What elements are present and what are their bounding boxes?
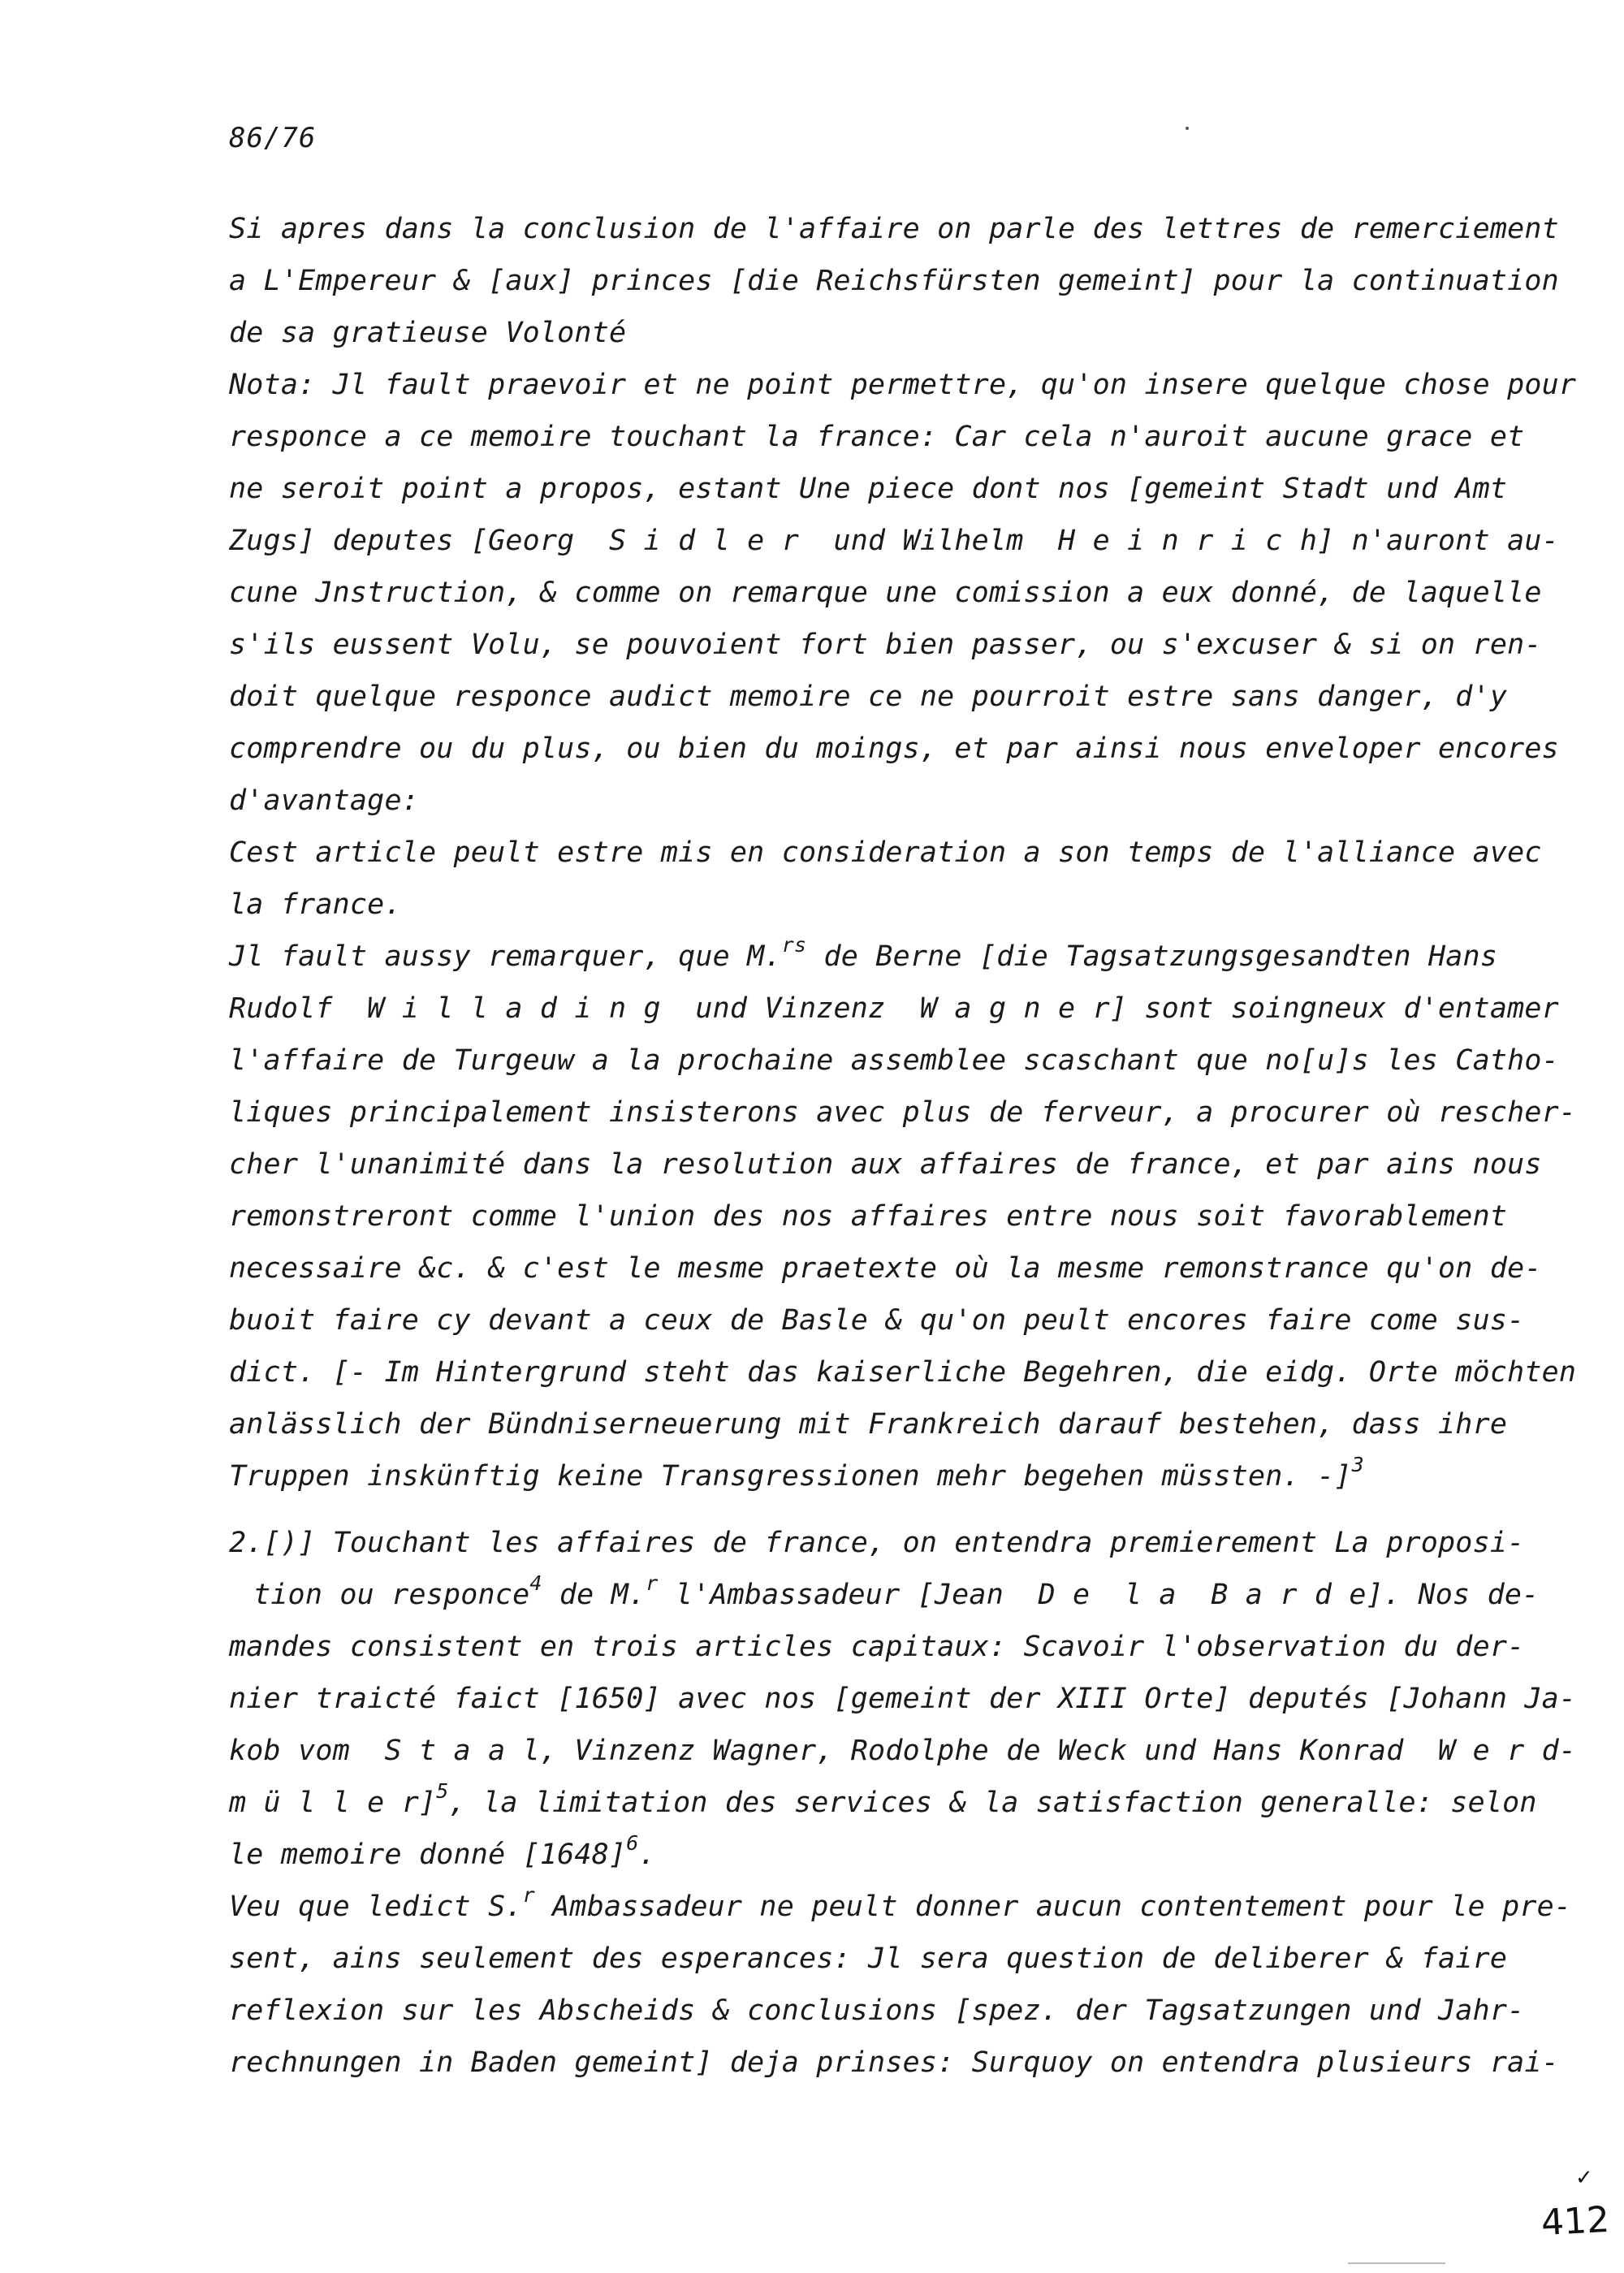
page-number: 86/76: [229, 122, 317, 154]
text-line: [229, 729, 1559, 781]
text-line: [229, 521, 1559, 573]
line-text: l'Ambassadeur [Jean D e l a B a r d e]. Nos de-: [658, 1579, 1540, 1611]
line-text: Si apres dans la conclusion de l'affaire on parle des lettres de remerciement: [229, 213, 1559, 245]
line-text: responce a ce memoire touchant la france: Car cela n'auroit aucune grace et: [229, 421, 1525, 453]
line-text: de sa gratieuse Volonté: [229, 317, 627, 349]
line-text: le memoire donné [1648]: [229, 1839, 627, 1871]
check-mark: ✓: [1575, 2166, 1593, 2190]
text-line: [229, 1779, 1537, 1835]
line-text: , la limitation des services & la satisfaction generalle: selon: [448, 1787, 1537, 1819]
text-line: [229, 365, 1577, 417]
line-text: Jl fault aussy remarquer, que M.: [229, 940, 782, 973]
text-line: [229, 1571, 1540, 1627]
line-text: la france.: [229, 888, 402, 921]
text-line: [229, 1093, 1577, 1145]
text-line: [229, 1627, 1528, 1679]
line-text: rechnungen in Baden gemeint] deja prinses: Surquoy on entendra plusieurs rai-: [229, 2046, 1559, 2079]
line-text: cune Jnstruction, & comme on remarque une comission a eux donné, de laquelle: [229, 577, 1542, 609]
footnote-marker: r: [646, 1571, 659, 1596]
line-text: d'avantage:: [229, 784, 419, 817]
text-line: [229, 781, 1528, 833]
body-text: [229, 210, 1577, 2095]
line-text: remonstreront comme l'union des nos affaires entre nous soit favorablement: [229, 1200, 1508, 1233]
line-text: Ambassadeur ne peult donner aucun contentement pour le pre-: [534, 1891, 1572, 1923]
text-line: [229, 1145, 1542, 1197]
line-text: Veu que ledict S.: [229, 1891, 523, 1923]
text-line: [229, 885, 1528, 937]
line-text: l'affaire de Turgeuw a la prochaine assemblee scaschant que no[u]s les Catho-: [229, 1044, 1559, 1077]
text-line: [229, 469, 1528, 521]
line-text: s'ils eussent Volu, se pouvoient fort bien passer, ou s'excuser & si on ren-: [229, 629, 1542, 661]
text-line: [229, 933, 1528, 989]
text-line: [229, 417, 1528, 469]
line-text: ne seroit point a propos, estant Une piece dont nos [gemeint Stadt und Amt: [229, 473, 1508, 505]
text-line: [229, 1939, 1528, 1991]
text-line: [229, 1679, 1577, 1731]
footnote-marker: 6: [626, 1831, 639, 1856]
line-text: de M.: [542, 1579, 646, 1611]
footnote-marker: rs: [781, 933, 807, 957]
text-line: [229, 833, 1542, 885]
text-line: [229, 677, 1528, 729]
text-line: [229, 989, 1559, 1041]
folio-number: 412: [1540, 2198, 1611, 2245]
text-line: [229, 1405, 1528, 1457]
line-text: Truppen inskünftig keine Transgressionen mehr begehen müssten. -]: [229, 1460, 1352, 1493]
speck-mark: [1186, 127, 1189, 130]
line-text: a L'Empereur & [aux] princes [die Reichsfürsten gemeint] pour la continuation: [229, 265, 1559, 297]
footnote-marker: 3: [1351, 1453, 1364, 1477]
line-text: anlässlich der Bündniserneuerung mit Frankreich darauf bestehen, dass ihre: [229, 1408, 1508, 1441]
line-text: buoit faire cy devant a ceux de Basle & qu'on peult encores faire come sus-: [229, 1304, 1525, 1337]
line-text: 2.[)] Touchant les affaires de france, on entendra premierement La proposi-: [229, 1527, 1525, 1559]
line-text: kob vom S t a a l, Vinzenz Wagner, Rodolphe de Weck und Hans Konrad W e r d-: [229, 1735, 1577, 1767]
footnote-marker: 4: [529, 1571, 542, 1596]
bottom-rule: [1348, 2262, 1445, 2264]
line-text: liques principalement insisterons avec plus de ferveur, a procurer où rescher-: [229, 1096, 1577, 1129]
line-text: reflexion sur les Abscheids & conclusions [spez. der Tagsatzungen und Jahr-: [229, 1994, 1525, 2027]
line-text: Cest article peult estre mis en consideration a son temps de l'alliance avec: [229, 836, 1542, 869]
text-line: [229, 625, 1542, 677]
line-text: de Berne [die Tagsatzungsgesandten Hans: [806, 940, 1498, 973]
line-text: cher l'unanimité dans la resolution aux affaires de france, et par ains nous: [229, 1148, 1542, 1181]
text-line: [229, 261, 1559, 313]
line-text: comprendre ou du plus, ou bien du moings, et par ainsi nous enveloper encores: [229, 732, 1559, 765]
text-line: [229, 1301, 1528, 1353]
text-line: [229, 210, 1559, 261]
text-line: [229, 1249, 1542, 1301]
line-text: m ü l l e r]: [229, 1787, 437, 1819]
text-line: [229, 1991, 1528, 2043]
line-text: Zugs] deputes [Georg S i d l e r und Wilhelm H e i n r i c h] n'auront au-: [229, 525, 1559, 557]
text-line: [229, 1883, 1572, 1939]
line-text: doit quelque responce audict memoire ce ne pourroit estre sans danger, d'y: [229, 681, 1508, 713]
line-text: necessaire &c. & c'est le mesme praetexte où la mesme remonstrance qu'on de-: [229, 1252, 1542, 1285]
line-text: mandes consistent en trois articles capitaux: Scavoir l'observation du der-: [229, 1631, 1525, 1663]
line-text: Nota: Jl fault praevoir et ne point permettre, qu'on insere quelque chose pour: [229, 369, 1577, 401]
text-line: [229, 1197, 1528, 1249]
text-line: [229, 2043, 1559, 2095]
line-text: Rudolf W i l l a d i n g und Vinzenz W a g n e r] sont soingneux d'entamer: [229, 992, 1559, 1025]
text-line: [229, 1353, 1577, 1405]
line-text: sent, ains seulement des esperances: Jl sera question de deliberer & faire: [229, 1942, 1508, 1975]
line-text: nier traicté faict [1650] avec nos [gemeint der XIII Orte] deputés [Johann Ja-: [229, 1683, 1577, 1715]
line-text: .: [638, 1839, 656, 1871]
text-line: [229, 1731, 1577, 1783]
text-line: [229, 1453, 1528, 1509]
text-line: [229, 1041, 1559, 1093]
footnote-marker: r: [522, 1883, 535, 1908]
text-line: [229, 313, 1528, 365]
text-line: [229, 1831, 1528, 1887]
footnote-marker: 5: [436, 1779, 449, 1804]
line-text: tion ou responce: [253, 1579, 530, 1611]
text-line: [229, 1523, 1528, 1575]
line-text: dict. [- Im Hintergrund steht das kaiserliche Begehren, die eidg. Orte möchten: [229, 1356, 1577, 1389]
text-line: [229, 573, 1542, 625]
